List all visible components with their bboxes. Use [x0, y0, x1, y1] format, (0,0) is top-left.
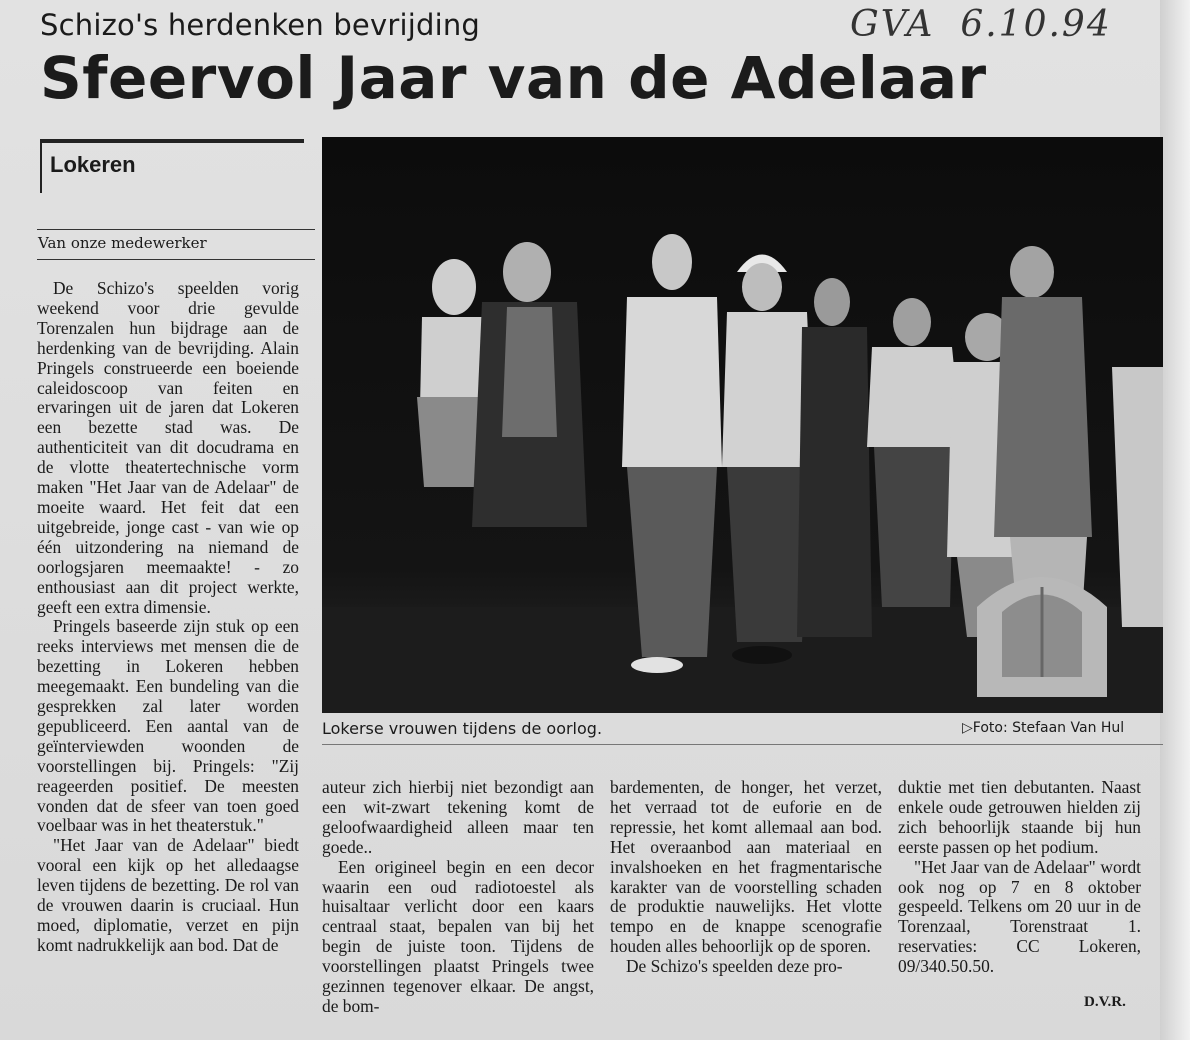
section-label: Lokeren	[50, 152, 136, 177]
handwritten-annotation	[850, 4, 1112, 45]
paragraph: "Het Jaar van de Adelaar" wordt ook nog op 7 en 8 oktober gespeeld. Telkens om 20 uur in de Torenzaal, Torenstraat 1. reservaties: CC Lokeren, 09/340.50.50.	[898, 856, 1141, 977]
article-column-3	[610, 778, 882, 977]
photo-caption: Lokerse vrouwen tijdens de oorlog.	[322, 719, 603, 738]
paragraph: Pringels baseerde zijn stuk op een reeks interviews met mensen die de bezetting in Lokeren hebben meegemaakt. Een bundeling van die gesprekken zal later worden gepubliceerd. Een aantal van de geïnterviewden woonden de voorstellingen bij. Pringels: "Zij reageerden positief. De meesten vonden dat de sfeer van toen goed voelbaar was in het theaterstuk."	[37, 616, 299, 836]
paragraph: auteur zich hierbij niet bezondigt aan een wit-zwart tekening komt de geloofwaardigheid alleen maar ten goede..	[322, 777, 594, 857]
stage-photo-illustration	[322, 137, 1163, 713]
paragraph: De Schizo's speelden deze pro-	[626, 956, 843, 977]
article-photo	[322, 137, 1163, 713]
handwritten-source: GVA	[850, 4, 935, 45]
caption-rule	[322, 744, 1163, 745]
radio-prop	[977, 577, 1107, 697]
article-headline: Sfeervol Jaar van de Adelaar	[40, 44, 987, 112]
byline-rule-top	[37, 229, 315, 230]
byline-rule-bottom	[37, 259, 315, 260]
article-column-2	[322, 778, 594, 1017]
figure-5	[797, 278, 872, 637]
article-kicker: Schizo's herdenken bevrijding	[40, 8, 481, 42]
photo-credit: ▷Foto: Stefaan Van Hul	[962, 720, 1125, 736]
article-column-4	[898, 778, 1141, 977]
paragraph: "Het Jaar van de Adelaar" biedt vooral een kijk op het alledaagse leven tijdens de bezetting. De rol van de vrouwen daarin is cruciaal. Hun moed, diplomatie, verzet en pijn komt nadrukkelijk aan bod. Dat de	[37, 835, 299, 955]
paragraph: Een origineel begin en een decor waarin een oud radiotoestel als huisaltaar verlicht door een kaars centraal staat, bepalen van bij het begin de juiste toon. Tijdens de voorstellingen plaatst Pringels twee gezinnen tegenover elkaar. De angst, de bom-	[322, 856, 594, 1016]
scan-edge	[1160, 0, 1190, 1040]
paragraph: bardementen, de honger, het verzet, het verraad tot de euforie en de repressie, het komt allemaal aan bod. Het overaanbod aan materiaal en invalshoeken en het fragmentarische karakter van de voorstelling schaden de produktie nauwelijks. Het vlotte tempo en de knappe scenografie houden alles behoorlijk op de sporen.	[610, 777, 882, 957]
paragraph: duktie met tien debutanten. Naast enkele oude getrouwen hielden zij zich behoorlijk staande bij hun eerste passen op het podium.	[898, 777, 1141, 857]
handwritten-date: 6.10.94	[960, 4, 1112, 45]
paragraph: De Schizo's speelden vorig weekend voor drie gevulde Torenzalen hun bijdrage aan de herdenking van de bevrijding. Alain Pringels construeerde een boeiende caleidoscoop van feiten en ervaringen uit de jaren dat Lokeren een bezette stad was. De authenticiteit van dit docudrama en de vlotte theatertechnische vorm maken "Het Jaar van de Adelaar" de moeite waard. Het feit dat een uitgebreide, jonge cast - van wie op één uitzondering na niemand de oorlogsjaren meemaakte! - zo enthousiast aan dit project werkte, geeft een extra dimensie.	[37, 278, 299, 617]
author-signature: D.V.R.	[1084, 994, 1126, 1010]
byline: Van onze medewerker	[38, 234, 207, 252]
article-column-1	[37, 279, 299, 956]
